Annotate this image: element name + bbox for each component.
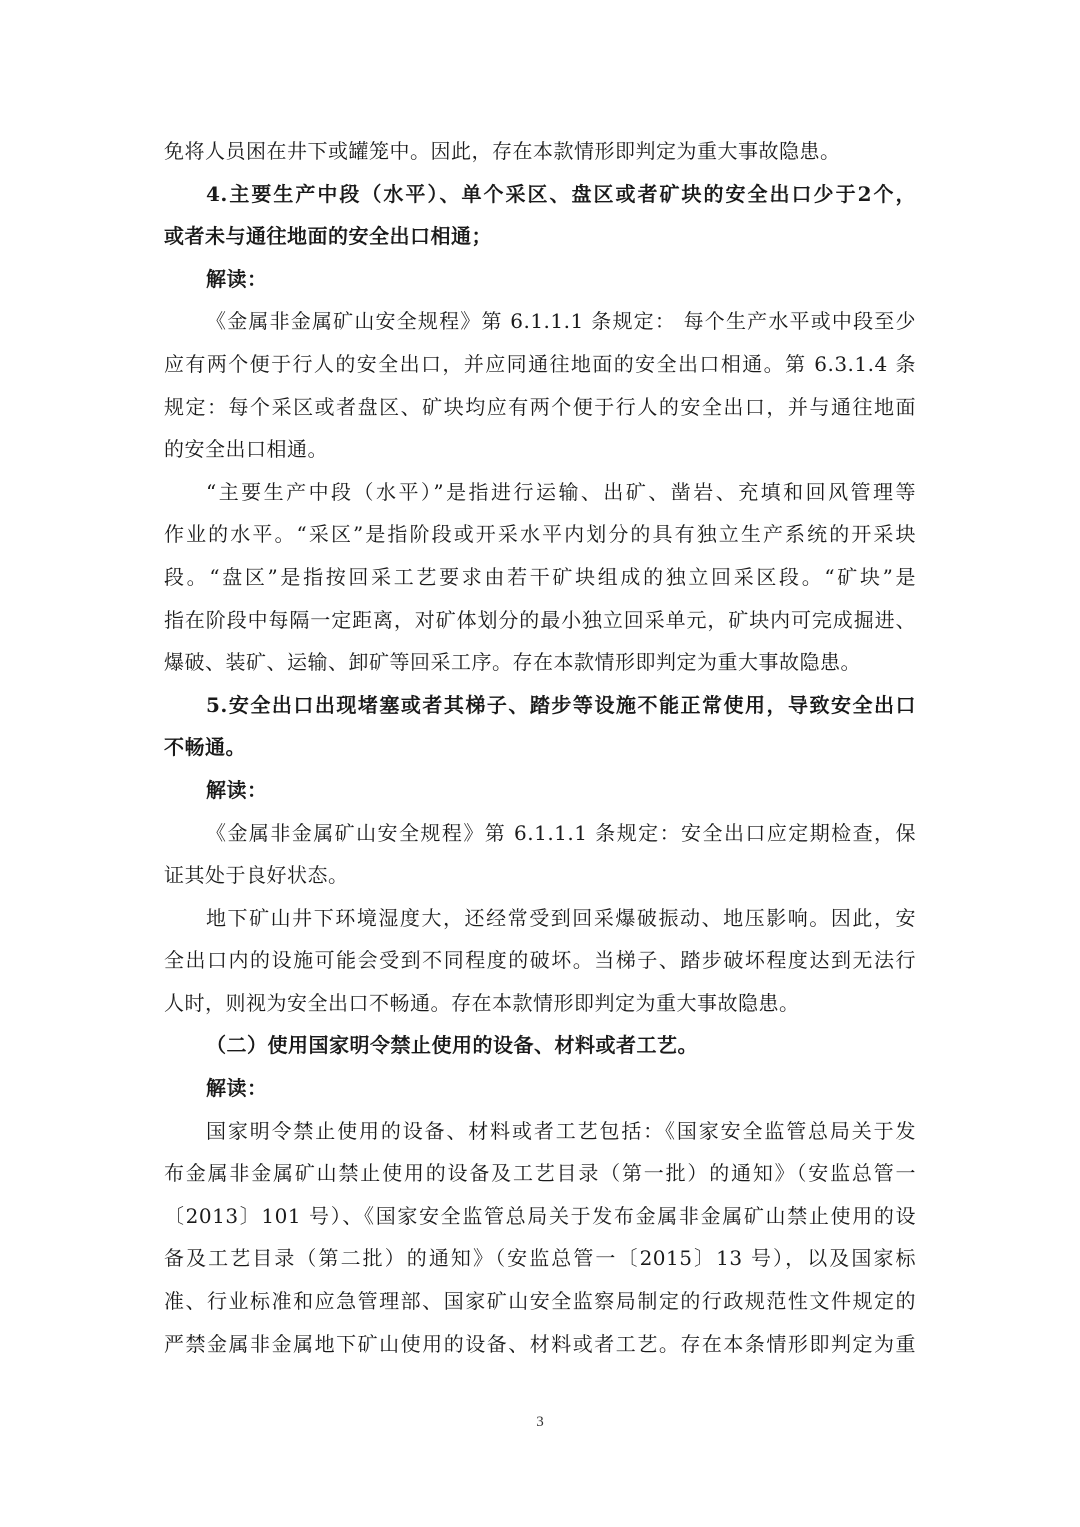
heading-line: （二）使用国家明令禁止使用的设备、材料或者工艺。: [206, 1033, 698, 1058]
text-line: 全出口内的设施可能会受到不同程度的破坏。当梯子、踏步破坏程度达到无法行: [164, 948, 916, 973]
text-line: 国家明令禁止使用的设备、材料或者工艺包括：《国家安全监管总局关于发: [206, 1118, 916, 1143]
text-line: 指在阶段中每隔一定距离，对矿体划分的最小独立回采单元，矿块内可完成掘进、: [164, 607, 916, 632]
text-line: 准、行业标准和应急管理部、国家矿山安全监察局制定的行政规范性文件规定的: [164, 1289, 916, 1314]
text-line: 布金属非金属矿山禁止使用的设备及工艺目录（第一批）的通知》（安监总管一: [164, 1161, 916, 1186]
heading-line: 解读：: [206, 266, 268, 291]
text-line: “主要生产中段（水平）”是指进行运输、出矿、凿岩、充填和回风管理等: [206, 479, 916, 504]
text-line: 地下矿山井下环境湿度大，还经常受到回采爆破振动、地压影响。因此，安: [206, 905, 916, 930]
text-line: 严禁金属非金属地下矿山使用的设备、材料或者工艺。存在本条情形即判定为重: [164, 1331, 916, 1356]
text-line: 免将人员困在井下或罐笼中。因此，存在本款情形即判定为重大事故隐患。: [164, 139, 841, 163]
text-line: 人时，则视为安全出口不畅通。存在本款情形即判定为重大事故隐患。: [164, 990, 800, 1015]
heading-line: 解读：: [206, 1076, 268, 1101]
heading-line: 不畅通。: [164, 735, 246, 760]
page-number: 3: [536, 1414, 544, 1430]
text-line: 应有两个便于行人的安全出口，并应同通往地面的安全出口相通。第 6.3.1.4 条: [164, 351, 916, 376]
text-line: 证其处于良好状态。: [164, 863, 349, 888]
text-line: 的安全出口相通。: [164, 437, 328, 462]
text-line: 规定：每个采区或者盘区、矿块均应有两个便于行人的安全出口，并与通往地面: [164, 394, 916, 419]
page-body: [164, 130, 916, 1365]
heading-line: 或者未与通往地面的安全出口相通；: [164, 224, 492, 249]
text-line: 〔2013〕101 号）、《国家安全监管总局关于发布金属非金属矿山禁止使用的设: [164, 1203, 916, 1228]
heading-line: 解读：: [206, 777, 268, 802]
heading-line: 5.安全出口出现堵塞或者其梯子、踏步等设施不能正常使用，导致安全出口: [206, 692, 916, 717]
text-line: 爆破、装矿、运输、卸矿等回采工序。存在本款情形即判定为重大事故隐患。: [164, 650, 861, 675]
text-line: 《金属非金属矿山安全规程》第 6.1.1.1 条规定： 每个生产水平或中段至少: [206, 309, 916, 334]
text-line: 作业的水平。“采区”是指阶段或开采水平内划分的具有独立生产系统的开采块: [164, 522, 916, 547]
text-line: 段。“盘区”是指按回采工艺要求由若干矿块组成的独立回采区段。“矿块”是: [164, 564, 916, 589]
text-line: 备及工艺目录（第二批）的通知》（安监总管一〔2015〕13 号），以及国家标: [164, 1246, 916, 1271]
heading-line: 4.主要生产中段（水平）、单个采区、盘区或者矿块的安全出口少于2个，: [206, 181, 916, 206]
text-line: 《金属非金属矿山安全规程》第 6.1.1.1 条规定：安全出口应定期检查，保: [206, 820, 916, 845]
